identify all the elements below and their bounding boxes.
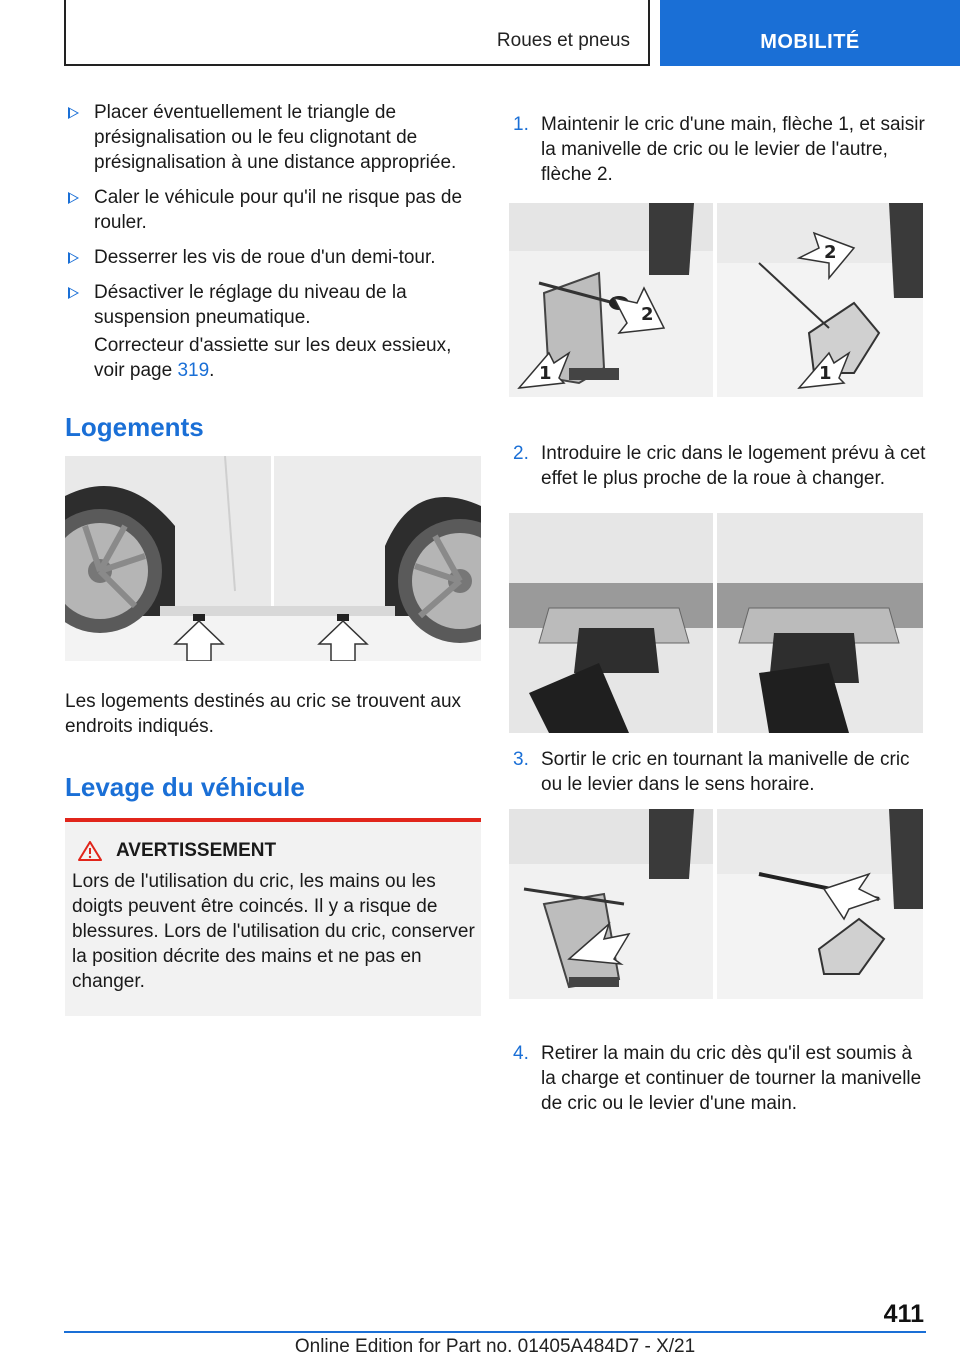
step-item — [509, 1041, 929, 1116]
raise-jack-illustration — [509, 809, 923, 999]
header-chapter-tab[interactable]: MOBILITÉ — [660, 0, 960, 66]
page-link[interactable]: 319 — [177, 360, 210, 381]
bullet-text: Désactiver le réglage du niveau de la suspension pneumatique. — [94, 282, 407, 328]
warning-triangle-icon — [78, 841, 102, 861]
bullet-item — [65, 185, 481, 235]
step-text: Sortir le cric en tournant la manivelle de cric ou le levier dans le sens horaire. — [541, 749, 910, 795]
step-number: 3. — [513, 749, 529, 770]
figure-insert-jack — [509, 513, 923, 733]
arrow-label-2: 2 — [824, 242, 837, 263]
warning-text: Lors de l'utilisation du cric, les mains ou les doigts peuvent être coincés. Il y a risque de blessures. Lors de l'utilisation du cric, conserver la position décrite des mains et ne pas en changer. — [72, 871, 475, 992]
step-item — [509, 112, 929, 187]
arrow-label-2: 2 — [641, 304, 654, 325]
right-column — [509, 112, 929, 1116]
bullet-text: Desserrer les vis de roue d'un demi-tour. — [94, 247, 436, 268]
insert-jack-illustration — [509, 513, 923, 733]
heading-logements: Logements — [65, 412, 204, 442]
triangle-bullet-icon — [68, 287, 79, 299]
step-text: Maintenir le cric d'une main, flèche 1, et saisir la manivelle de cric ou le levier de l'autre, flèche 2. — [541, 114, 925, 185]
bullet-item — [65, 100, 481, 175]
step-number: 2. — [513, 443, 529, 464]
page-number: 411 — [883, 1300, 924, 1328]
arrow-label-1: 1 — [539, 363, 552, 384]
warning-box — [65, 822, 481, 1016]
figure-hold-jack — [509, 203, 923, 397]
step-text: Retirer la main du cric dès qu'il est soumis à la charge et continuer de tourner la manivelle de cric ou le levier d'une main. — [541, 1043, 922, 1114]
bullet-text: Caler le véhicule pour qu'il ne risque pas de rouler. — [94, 187, 463, 233]
footer-edition: Online Edition for Part no. 01405A484D7 - X/21 — [294, 1336, 696, 1357]
left-column — [65, 100, 481, 1016]
warning-title: AVERTISSEMENT — [72, 838, 475, 863]
jack-points-illustration — [65, 456, 481, 661]
bullet-item — [65, 280, 481, 330]
triangle-bullet-icon — [68, 107, 79, 119]
heading-levage: Levage du véhicule — [65, 772, 305, 802]
step-item — [509, 441, 929, 491]
triangle-bullet-icon — [68, 192, 79, 204]
triangle-bullet-icon — [68, 252, 79, 264]
hold-jack-illustration — [509, 203, 923, 397]
figure-raise-jack — [509, 809, 923, 999]
step-text: Introduire le cric dans le logement prévu à cet effet le plus proche de la roue à changer. — [541, 443, 926, 489]
figure-jack-points — [65, 456, 481, 661]
logements-paragraph: Les logements destinés au cric se trouvent aux endroits indiqués. — [65, 691, 462, 737]
step-number: 1. — [513, 114, 529, 135]
cross-reference-paragraph: Correcteur d'assiette sur les deux essieux, voir page 319. — [94, 335, 452, 381]
arrow-label-1: 1 — [819, 363, 832, 384]
step-number: 4. — [513, 1043, 529, 1064]
step-item — [509, 747, 929, 797]
bullet-item — [65, 245, 481, 270]
footer-rule — [64, 1331, 926, 1333]
header-section-box — [64, 0, 650, 66]
bullet-text: Placer éventuellement le triangle de présignalisation ou le feu clignotant de présignalisation à une distance appropriée. — [94, 102, 457, 173]
header-section-title: Roues et pneus — [496, 30, 630, 51]
